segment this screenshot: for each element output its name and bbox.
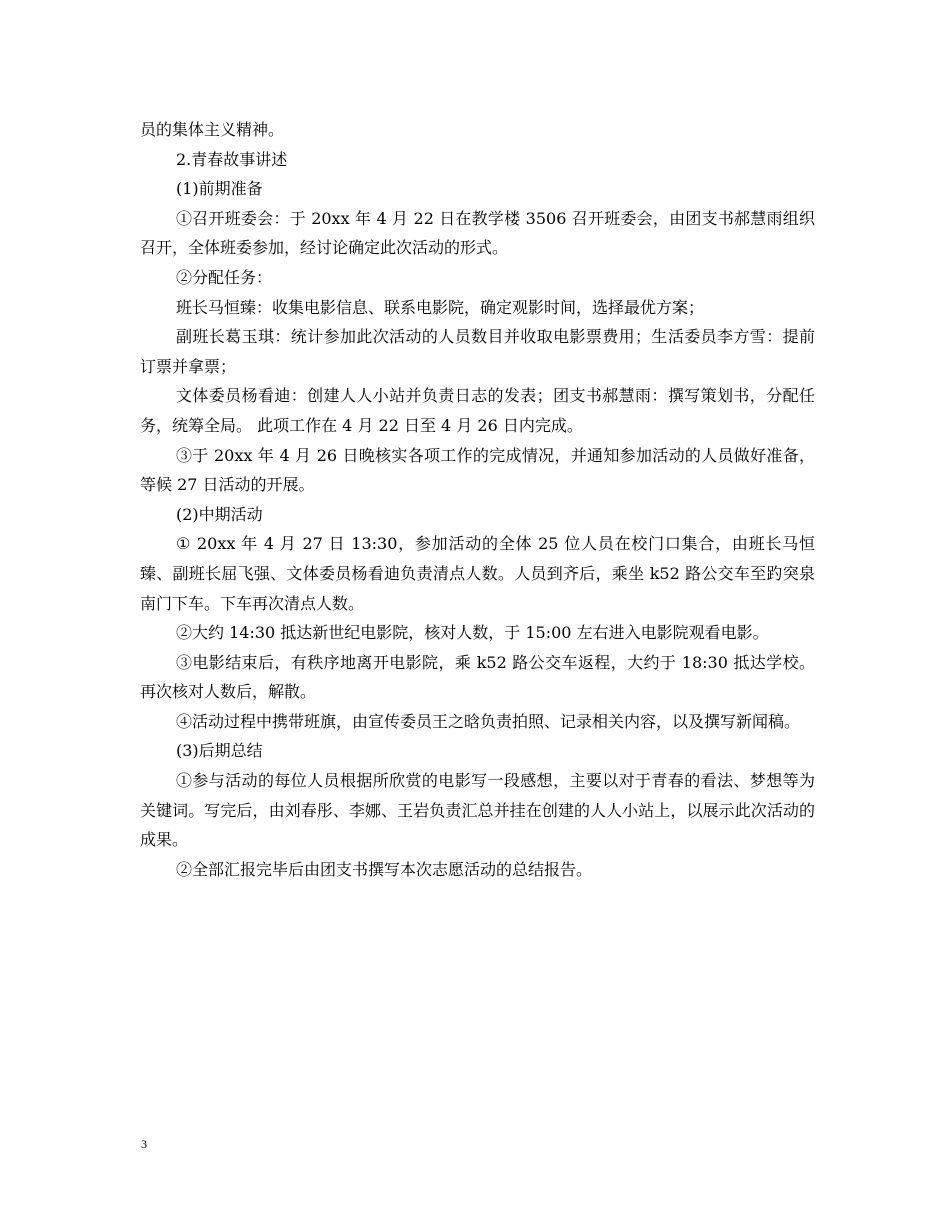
paragraph-return: ③电影结束后，有秩序地离开电影院，乘 k52 路公交车返程，大约于 18:30 抵达学校。再次核对人数后，解散。 <box>140 652 815 702</box>
subheading-preparation: (1)前期准备 <box>176 179 263 199</box>
subheading-mid-activity: (2)中期活动 <box>176 504 263 524</box>
paragraph-arrive-cinema: ②大约 14:30 抵达新世纪电影院，核对人数，于 15:00 左右进入电影院观看电影。 <box>176 623 769 643</box>
paragraph-class-meeting: ①召开班委会：于 20xx 年 4 月 22 日在教学楼 3506 召开班委会，由团支书郝慧雨组织召开，全体班委参加，经讨论确定此次活动的形式。 <box>140 208 815 258</box>
paragraph-final-report: ②全部汇报完毕后由团支书撰写本次志愿活动的总结报告。 <box>176 859 593 879</box>
page-number: 3 <box>141 1137 147 1151</box>
paragraph-assign-tasks: ②分配任务： <box>176 267 273 287</box>
document-body <box>140 115 815 884</box>
section-heading-youth-stories: 2.青春故事讲述 <box>176 149 288 169</box>
subheading-summary: (3)后期总结 <box>176 741 263 761</box>
paragraph-verify-work: ③于 20xx 年 4 月 26 日晚核实各项工作的完成情况，并通知参加活动的人员做好准备，等候 27 日活动的开展。 <box>140 445 815 495</box>
paragraph-monitor-task: 班长马恒臻：收集电影信息、联系电影院，确定观影时间，选择最优方案； <box>176 297 705 317</box>
paragraph-gathering: ① 20xx 年 4 月 27 日 13:30，参加活动的全体 25 位人员在校门口集合，由班长马恒臻、副班长屈飞强、文体委员杨看迪负责清点人数。人员到齐后，乘坐 k52 路公交车至趵突泉南门下车。下车再次清点人数。 <box>140 534 815 613</box>
paragraph-culture-secretary-task: 文体委员杨看迪：创建人人小站并负责日志的发表；团支书郝慧雨：撰写策划书，分配任务，统筹全局。 此项工作在 4 月 22 日至 4 月 26 日内完成。 <box>140 386 815 435</box>
paragraph-vice-monitor-task: 副班长葛玉琪：统计参加此次活动的人员数目并收取电影票费用；生活委员李方雪：提前订票并拿票； <box>140 327 815 376</box>
paragraph-1: 员的集体主义精神。 <box>140 120 285 139</box>
paragraph-reflections: ①参与活动的每位人员根据所欣赏的电影写一段感想，主要以对于青春的看法、梦想等为关键词。写完后，由刘春彤、李娜、王岩负责汇总并挂在创建的人人小站上，以展示此次活动的成果。 <box>140 771 815 850</box>
paragraph-flag-photos: ④活动过程中携带班旗，由宣传委员王之晗负责拍照、记录相关内容，以及撰写新闻稿。 <box>176 711 801 731</box>
